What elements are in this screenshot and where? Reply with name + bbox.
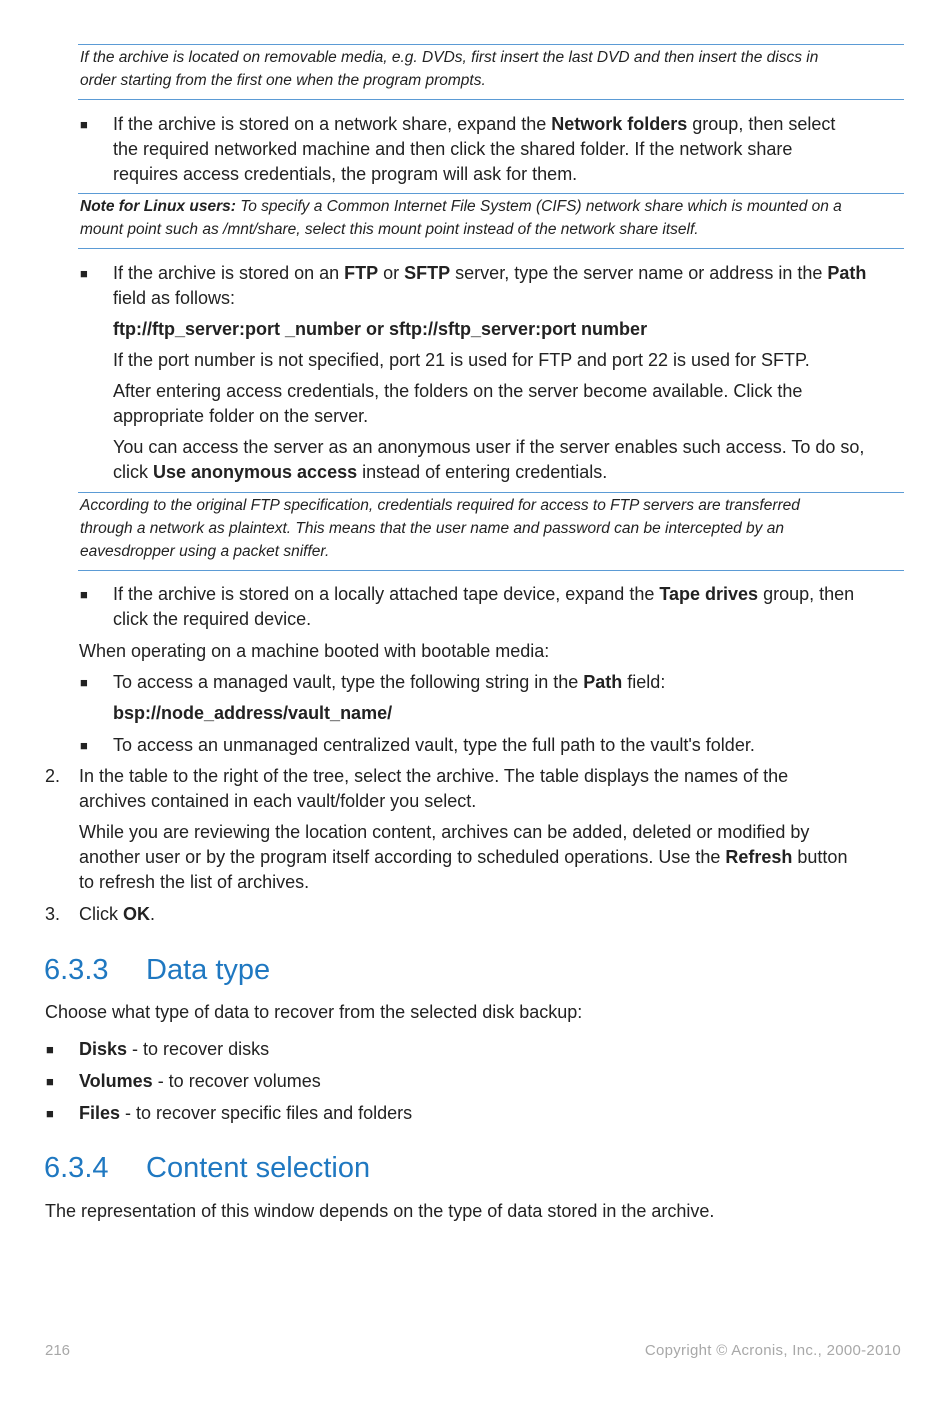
- step-number: 3.: [45, 904, 61, 924]
- tape-drives-term: Tape drives: [659, 584, 759, 604]
- refresh-term: Refresh: [725, 847, 793, 867]
- bullet-marker: ■: [80, 266, 88, 281]
- data-type-item-volumes: Volumes - to recover volumes: [79, 1071, 321, 1091]
- ftp-syntax: ftp://ftp_server:port _number or sftp://sftp_server:port number: [113, 319, 648, 339]
- section-number: 6.3.4: [44, 1152, 109, 1184]
- bullet-marker: ■: [80, 117, 88, 132]
- note-line: Note for Linux users: To specify a Common Internet File System (CIFS) network share which is mounted on a: [80, 198, 842, 215]
- network-folders-term: Network folders: [551, 114, 688, 134]
- data-type-item-files: Files - to recover specific files and folders: [79, 1103, 413, 1123]
- port-note: If the port number is not specified, port 21 is used for FTP and port 22 is used for SFTP.: [113, 350, 810, 370]
- note-line: eavesdropper using a packet sniffer.: [80, 543, 330, 560]
- bullet-marker: ■: [46, 1074, 54, 1089]
- step-3-text: Click OK.: [79, 904, 156, 924]
- bootable-media-intro: When operating on a machine booted with bootable media:: [79, 641, 550, 661]
- content-selection-intro: The representation of this window depends on the type of data stored in the archive.: [45, 1201, 715, 1221]
- section-heading-content-selection: [44, 1152, 370, 1185]
- section-heading-data-type: [44, 954, 270, 987]
- note-line: order starting from the first one when the program prompts.: [80, 72, 486, 89]
- credentials-paragraph: After entering access credentials, the folders on the server become available. Click the appropriate folder on the server.: [113, 381, 803, 426]
- bullet-marker: ■: [80, 587, 88, 602]
- managed-vault-bullet: To access a managed vault, type the following string in the Path field:: [113, 672, 666, 692]
- ftp-bullet: If the archive is stored on an FTP or SFTP server, type the server name or address in the Path field as follows:: [113, 263, 867, 308]
- section-number: 6.3.3: [44, 954, 109, 986]
- note-line: mount point such as /mnt/share, select this mount point instead of the network share itself.: [80, 221, 699, 238]
- data-type-intro: Choose what type of data to recover from the selected disk backup:: [45, 1002, 583, 1022]
- tape-bullet: If the archive is stored on a locally attached tape device, expand the Tape drives group, then click the required device.: [113, 584, 855, 629]
- data-type-item-disks: Disks - to recover disks: [79, 1039, 270, 1059]
- ftp-security-note: [78, 492, 904, 571]
- linux-users-note: [78, 193, 904, 249]
- note-line: If the archive is located on removable media, e.g. DVDs, first insert the last DVD and then insert the discs in: [80, 49, 819, 66]
- network-share-bullet: If the archive is stored on a network share, expand the Network folders group, then select the required networked machine and then click the shared folder. If the network share requires access credentials, the program will ask for them.: [113, 114, 836, 184]
- bullet-marker: ■: [80, 675, 88, 690]
- bullet-marker: ■: [46, 1042, 54, 1057]
- page-number: 216: [45, 1342, 71, 1359]
- bullet-marker: ■: [80, 738, 88, 753]
- note-line: According to the original FTP specification, credentials required for access to FTP servers are transferred: [80, 497, 800, 514]
- note-line: through a network as plaintext. This means that the user name and password can be intercepted by an: [80, 520, 784, 537]
- step-2-refresh-paragraph: While you are reviewing the location content, archives can be added, deleted or modified by another user or by the program itself according to scheduled operations. Use the Refresh button to refresh the list of archives.: [79, 822, 848, 892]
- removable-media-note: [78, 44, 904, 100]
- bsp-syntax: bsp://node_address/vault_name/: [113, 703, 393, 723]
- note-label: Note for Linux users:: [80, 198, 236, 215]
- unmanaged-vault-bullet: To access an unmanaged centralized vault, type the full path to the vault's folder.: [113, 735, 755, 755]
- anonymous-access-paragraph: You can access the server as an anonymous user if the server enables such access. To do so, click Use anonymous access instead of entering credentials.: [113, 437, 865, 482]
- copyright-notice: Copyright © Acronis, Inc., 2000-2010: [644, 1342, 901, 1359]
- step-2-text: In the table to the right of the tree, select the archive. The table displays the names of the archives contained in each vault/folder you select.: [79, 766, 789, 811]
- use-anonymous-access-term: Use anonymous access: [153, 462, 358, 482]
- section-title: Content selection: [146, 1152, 371, 1184]
- step-number: 2.: [45, 766, 61, 786]
- section-title: Data type: [146, 954, 271, 986]
- bullet-marker: ■: [46, 1106, 54, 1121]
